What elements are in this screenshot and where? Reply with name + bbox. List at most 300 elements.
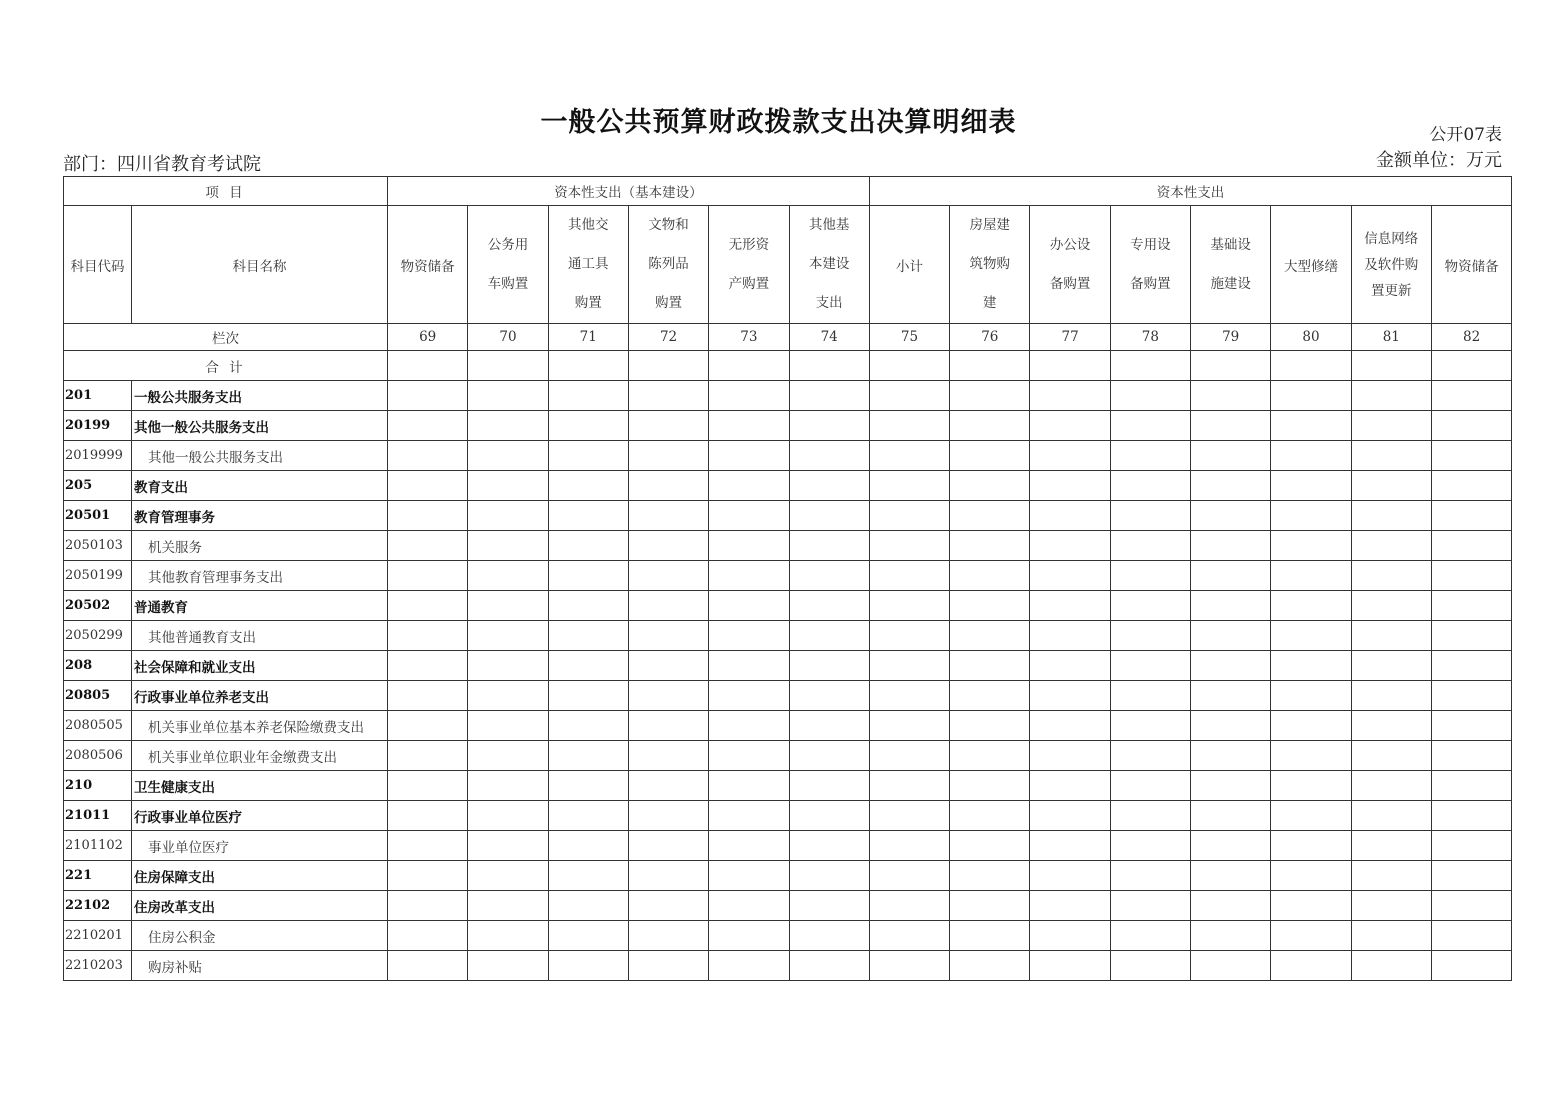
amount-cell <box>789 651 869 681</box>
amount-cell <box>869 921 949 951</box>
project-header: 项 目 <box>64 177 388 206</box>
amount-cell <box>789 711 869 741</box>
amount-cell <box>1110 591 1190 621</box>
capital-expenditure-header: 资本性支出 <box>869 177 1511 206</box>
amount-cell <box>1271 441 1351 471</box>
amount-cell <box>950 921 1030 951</box>
amount-cell <box>1351 591 1431 621</box>
amount-cell <box>468 531 548 561</box>
amount-cell <box>1431 621 1511 651</box>
amount-cell <box>1110 801 1190 831</box>
amount-cell <box>1271 471 1351 501</box>
amount-cell <box>1110 861 1190 891</box>
amount-cell <box>1191 411 1271 441</box>
amount-cell <box>628 561 708 591</box>
column-number-71: 71 <box>548 324 628 351</box>
amount-cell <box>950 381 1030 411</box>
amount-cell <box>1030 591 1110 621</box>
amount-cell <box>789 501 869 531</box>
amount-cell <box>1431 801 1511 831</box>
subject-code: 205 <box>64 471 132 501</box>
subject-name: 其他一般公共服务支出 <box>132 411 388 441</box>
amount-cell <box>789 831 869 861</box>
amount-cell <box>1030 501 1110 531</box>
amount-cell <box>789 411 869 441</box>
amount-cell <box>548 861 628 891</box>
amount-cell <box>548 531 628 561</box>
subject-code: 20805 <box>64 681 132 711</box>
amount-cell <box>1191 501 1271 531</box>
amount-cell <box>1271 771 1351 801</box>
amount-cell <box>1431 531 1511 561</box>
amount-cell <box>1271 861 1351 891</box>
amount-cell <box>1030 441 1110 471</box>
subject-code: 208 <box>64 651 132 681</box>
amount-cell <box>388 741 468 771</box>
amount-cell <box>468 591 548 621</box>
amount-cell <box>869 441 949 471</box>
amount-cell <box>1110 441 1190 471</box>
amount-cell <box>1030 621 1110 651</box>
amount-cell <box>869 741 949 771</box>
amount-cell <box>628 711 708 741</box>
table-row <box>64 591 1512 621</box>
amount-cell <box>1191 771 1271 801</box>
amount-cell <box>1431 381 1511 411</box>
amount-cell <box>950 681 1030 711</box>
amount-cell <box>869 711 949 741</box>
amount-cell <box>548 951 628 981</box>
amount-cell <box>548 801 628 831</box>
subject-code: 201 <box>64 381 132 411</box>
amount-cell <box>709 591 789 621</box>
subject-name: 教育管理事务 <box>132 501 388 531</box>
amount-cell <box>388 801 468 831</box>
amount-cell <box>548 741 628 771</box>
amount-cell <box>1351 411 1431 441</box>
expenditure-table <box>63 176 1512 981</box>
amount-cell <box>388 471 468 501</box>
table-row <box>64 561 1512 591</box>
amount-cell <box>1431 441 1511 471</box>
amount-cell <box>1110 651 1190 681</box>
column-number-77: 77 <box>1030 324 1110 351</box>
amount-cell <box>1351 621 1431 651</box>
amount-cell <box>548 411 628 441</box>
amount-cell <box>1351 711 1431 741</box>
subject-code: 2050299 <box>64 621 132 651</box>
amount-cell <box>950 621 1030 651</box>
column-header-9: 办公设备购置 <box>1030 206 1110 324</box>
amount-cell <box>388 561 468 591</box>
amount-cell <box>1351 891 1431 921</box>
subject-name: 社会保障和就业支出 <box>132 651 388 681</box>
subject-name: 普通教育 <box>132 591 388 621</box>
amount-cell <box>548 501 628 531</box>
amount-cell <box>1271 381 1351 411</box>
subject-code: 2050103 <box>64 531 132 561</box>
amount-cell <box>789 681 869 711</box>
table-row <box>64 861 1512 891</box>
total-cell <box>1431 351 1511 381</box>
subject-name: 其他普通教育支出 <box>132 621 388 651</box>
amount-cell <box>1271 951 1351 981</box>
amount-cell <box>1271 591 1351 621</box>
column-header-5: 无形资产购置 <box>709 206 789 324</box>
amount-cell <box>1431 471 1511 501</box>
table-row <box>64 891 1512 921</box>
amount-cell <box>1110 951 1190 981</box>
department-label: 部门：四川省教育考试院 <box>63 154 261 175</box>
amount-cell <box>388 711 468 741</box>
table-row <box>64 441 1512 471</box>
amount-cell <box>1030 921 1110 951</box>
amount-cell <box>1271 531 1351 561</box>
amount-cell <box>1431 651 1511 681</box>
subject-code: 2101102 <box>64 831 132 861</box>
amount-cell <box>628 681 708 711</box>
amount-cell <box>388 501 468 531</box>
amount-cell <box>950 891 1030 921</box>
column-header-7: 小计 <box>869 206 949 324</box>
amount-cell <box>1030 471 1110 501</box>
amount-cell <box>789 561 869 591</box>
amount-cell <box>789 741 869 771</box>
amount-cell <box>950 441 1030 471</box>
amount-cell <box>1351 441 1431 471</box>
amount-cell <box>1191 801 1271 831</box>
amount-cell <box>468 711 548 741</box>
amount-cell <box>1110 891 1190 921</box>
amount-cell <box>468 501 548 531</box>
amount-cell <box>468 381 548 411</box>
total-cell <box>388 351 468 381</box>
amount-cell <box>869 591 949 621</box>
amount-cell <box>1191 591 1271 621</box>
amount-cell <box>869 411 949 441</box>
subject-name-header: 科目名称 <box>132 206 388 324</box>
column-header-13: 信息网络及软件购置更新 <box>1351 206 1431 324</box>
amount-cell <box>1271 711 1351 741</box>
amount-cell <box>628 411 708 441</box>
amount-cell <box>628 621 708 651</box>
amount-cell <box>950 561 1030 591</box>
amount-cell <box>1110 531 1190 561</box>
amount-cell <box>789 471 869 501</box>
subject-code: 2050199 <box>64 561 132 591</box>
amount-cell <box>1271 561 1351 591</box>
column-number-82: 82 <box>1431 324 1511 351</box>
amount-cell <box>548 471 628 501</box>
amount-cell <box>950 861 1030 891</box>
amount-cell <box>628 921 708 951</box>
subject-name: 行政事业单位医疗 <box>132 801 388 831</box>
table-row <box>64 381 1512 411</box>
amount-cell <box>1191 531 1271 561</box>
table-row <box>64 531 1512 561</box>
amount-cell <box>1030 861 1110 891</box>
column-number-74: 74 <box>789 324 869 351</box>
amount-cell <box>1431 951 1511 981</box>
column-number-69: 69 <box>388 324 468 351</box>
amount-cell <box>1110 411 1190 441</box>
amount-cell <box>1351 831 1431 861</box>
column-header-14: 物资储备 <box>1431 206 1511 324</box>
amount-cell <box>950 741 1030 771</box>
amount-cell <box>869 771 949 801</box>
table-row <box>64 711 1512 741</box>
amount-cell <box>1191 621 1271 651</box>
amount-cell <box>388 921 468 951</box>
subject-code: 2210203 <box>64 951 132 981</box>
amount-cell <box>1431 711 1511 741</box>
amount-cell <box>950 501 1030 531</box>
amount-cell <box>1030 681 1110 711</box>
table-row <box>64 831 1512 861</box>
amount-cell <box>1271 921 1351 951</box>
amount-cell <box>1030 951 1110 981</box>
amount-cell <box>789 381 869 411</box>
amount-cell <box>1110 471 1190 501</box>
amount-cell <box>1271 411 1351 441</box>
subject-name: 一般公共服务支出 <box>132 381 388 411</box>
total-cell <box>1030 351 1110 381</box>
total-cell <box>1110 351 1190 381</box>
amount-cell <box>789 621 869 651</box>
amount-cell <box>548 891 628 921</box>
amount-cell <box>1271 501 1351 531</box>
total-label: 合 计 <box>64 351 388 381</box>
amount-cell <box>468 651 548 681</box>
amount-cell <box>709 951 789 981</box>
amount-cell <box>1030 531 1110 561</box>
amount-cell <box>709 621 789 651</box>
amount-cell <box>548 441 628 471</box>
amount-cell <box>468 621 548 651</box>
table-row <box>64 921 1512 951</box>
amount-cell <box>789 951 869 981</box>
amount-cell <box>1110 741 1190 771</box>
amount-cell <box>628 861 708 891</box>
amount-cell <box>468 741 548 771</box>
amount-cell <box>709 531 789 561</box>
table-row <box>64 771 1512 801</box>
amount-cell <box>1351 921 1431 951</box>
subject-code: 20501 <box>64 501 132 531</box>
amount-cell <box>1110 771 1190 801</box>
amount-cell <box>789 441 869 471</box>
column-header-12: 大型修缮 <box>1271 206 1351 324</box>
amount-cell <box>468 921 548 951</box>
amount-cell <box>1191 921 1271 951</box>
amount-cell <box>950 951 1030 981</box>
amount-cell <box>468 561 548 591</box>
column-header-4: 文物和陈列品购置 <box>628 206 708 324</box>
amount-cell <box>1351 471 1431 501</box>
subject-name: 住房公积金 <box>132 921 388 951</box>
subject-name: 购房补贴 <box>132 951 388 981</box>
table-row <box>64 741 1512 771</box>
subject-code: 210 <box>64 771 132 801</box>
amount-cell <box>1030 561 1110 591</box>
subject-code: 20502 <box>64 591 132 621</box>
subject-name: 其他教育管理事务支出 <box>132 561 388 591</box>
amount-cell <box>388 771 468 801</box>
amount-cell <box>1110 681 1190 711</box>
amount-cell <box>1351 561 1431 591</box>
amount-cell <box>709 861 789 891</box>
subject-name: 其他一般公共服务支出 <box>132 441 388 471</box>
amount-cell <box>628 441 708 471</box>
amount-cell <box>1351 771 1431 801</box>
amount-cell <box>548 561 628 591</box>
amount-cell <box>1030 711 1110 741</box>
amount-cell <box>950 411 1030 441</box>
amount-cell <box>468 771 548 801</box>
amount-cell <box>869 651 949 681</box>
amount-cell <box>1351 531 1431 561</box>
amount-cell <box>548 771 628 801</box>
amount-cell <box>468 861 548 891</box>
amount-cell <box>1271 651 1351 681</box>
capital-basic-construction-header: 资本性支出（基本建设） <box>388 177 870 206</box>
column-number-78: 78 <box>1110 324 1190 351</box>
amount-cell <box>869 471 949 501</box>
column-header-11: 基础设施建设 <box>1191 206 1271 324</box>
total-cell <box>709 351 789 381</box>
amount-cell <box>709 561 789 591</box>
amount-cell <box>1030 801 1110 831</box>
amount-cell <box>1191 861 1271 891</box>
table-row <box>64 651 1512 681</box>
amount-cell <box>709 471 789 501</box>
amount-cell <box>789 861 869 891</box>
total-cell <box>628 351 708 381</box>
amount-cell <box>628 741 708 771</box>
amount-cell <box>950 651 1030 681</box>
subject-code: 20199 <box>64 411 132 441</box>
amount-cell <box>709 651 789 681</box>
column-header-8: 房屋建筑物购建 <box>950 206 1030 324</box>
amount-cell <box>709 681 789 711</box>
amount-cell <box>468 441 548 471</box>
amount-cell <box>709 441 789 471</box>
amount-cell <box>1110 381 1190 411</box>
amount-cell <box>1030 651 1110 681</box>
column-number-75: 75 <box>869 324 949 351</box>
amount-cell <box>709 831 789 861</box>
amount-cell <box>1271 891 1351 921</box>
amount-cell <box>388 591 468 621</box>
amount-cell <box>388 411 468 441</box>
amount-cell <box>468 471 548 501</box>
amount-cell <box>950 531 1030 561</box>
subject-code: 2210201 <box>64 921 132 951</box>
amount-cell <box>950 801 1030 831</box>
amount-cell <box>388 381 468 411</box>
amount-cell <box>789 801 869 831</box>
amount-cell <box>548 921 628 951</box>
table-row <box>64 681 1512 711</box>
amount-cell <box>869 891 949 921</box>
amount-cell <box>388 951 468 981</box>
amount-cell <box>869 381 949 411</box>
amount-cell <box>869 951 949 981</box>
amount-cell <box>1351 681 1431 711</box>
amount-cell <box>1431 831 1511 861</box>
amount-cell <box>548 381 628 411</box>
amount-cell <box>1351 951 1431 981</box>
amount-cell <box>1351 861 1431 891</box>
amount-cell <box>1351 651 1431 681</box>
total-cell <box>789 351 869 381</box>
amount-cell <box>869 501 949 531</box>
amount-cell <box>388 621 468 651</box>
subject-code: 2080506 <box>64 741 132 771</box>
column-number-73: 73 <box>709 324 789 351</box>
table-row <box>64 471 1512 501</box>
amount-cell <box>1431 771 1511 801</box>
total-cell <box>1271 351 1351 381</box>
amount-cell <box>869 681 949 711</box>
table-row <box>64 951 1512 981</box>
total-cell <box>950 351 1030 381</box>
amount-cell <box>709 711 789 741</box>
amount-cell <box>1271 741 1351 771</box>
column-number-79: 79 <box>1191 324 1271 351</box>
amount-cell <box>1191 561 1271 591</box>
column-number-72: 72 <box>628 324 708 351</box>
table-row <box>64 621 1512 651</box>
column-number-70: 70 <box>468 324 548 351</box>
amount-cell <box>1030 831 1110 861</box>
amount-cell <box>1351 741 1431 771</box>
amount-cell <box>628 771 708 801</box>
amount-cell <box>548 651 628 681</box>
amount-cell <box>1030 891 1110 921</box>
subject-code: 21011 <box>64 801 132 831</box>
amount-cell <box>1030 381 1110 411</box>
amount-cell <box>1191 711 1271 741</box>
amount-cell <box>1191 651 1271 681</box>
amount-cell <box>628 831 708 861</box>
amount-cell <box>1191 441 1271 471</box>
subject-code: 2019999 <box>64 441 132 471</box>
amount-unit-label: 金额单位：万元 <box>1376 150 1502 171</box>
amount-cell <box>869 531 949 561</box>
amount-cell <box>789 531 869 561</box>
amount-cell <box>628 801 708 831</box>
amount-cell <box>709 501 789 531</box>
amount-cell <box>1351 801 1431 831</box>
amount-cell <box>388 651 468 681</box>
amount-cell <box>950 591 1030 621</box>
table-row <box>64 501 1512 531</box>
amount-cell <box>709 921 789 951</box>
amount-cell <box>1271 831 1351 861</box>
amount-cell <box>628 501 708 531</box>
subject-code-header: 科目代码 <box>64 206 132 324</box>
amount-cell <box>388 831 468 861</box>
subject-name: 住房改革支出 <box>132 891 388 921</box>
amount-cell <box>1271 801 1351 831</box>
column-header-2: 公务用车购置 <box>468 206 548 324</box>
column-header-6: 其他基本建设支出 <box>789 206 869 324</box>
table-row <box>64 801 1512 831</box>
amount-cell <box>1110 501 1190 531</box>
column-header-1: 物资储备 <box>388 206 468 324</box>
page-title: 一般公共预算财政拨款支出决算明细表 <box>540 107 1017 138</box>
